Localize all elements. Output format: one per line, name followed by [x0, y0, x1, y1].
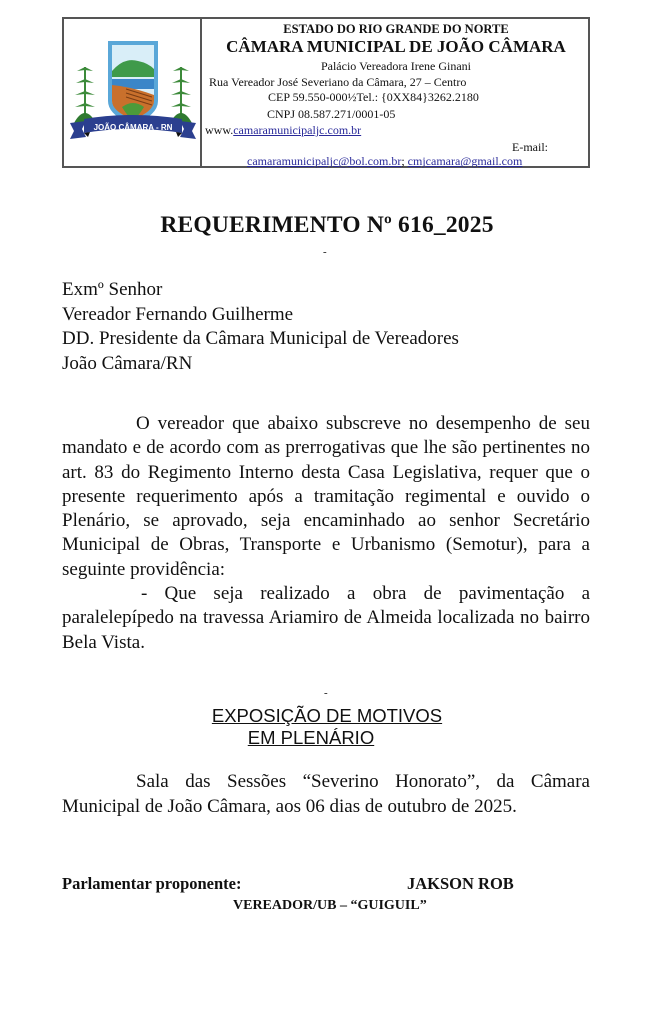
www-prefix: www.: [205, 123, 234, 137]
email-link-gmail[interactable]: cmjcamara@gmail.com: [407, 154, 523, 168]
exposition-line-2: EM PLENÁRIO: [247, 727, 375, 748]
email-label: E-mail:: [512, 140, 548, 154]
addressee-line: DD. Presidente da Câmara Municipal de Vereadores: [62, 328, 459, 349]
addressee-line: Vereador Fernando Guilherme: [62, 303, 294, 325]
cep-phone: CEP 59.550-000½Tel.: {0XX84}3262.2180: [268, 90, 479, 104]
title-dash: -: [323, 246, 327, 258]
email-line: [247, 154, 522, 168]
chamber-name: CÂMARA MUNICIPAL DE JOÃO CÂMARA: [226, 37, 566, 56]
state-name: ESTADO DO RIO GRANDE DO NORTE: [283, 22, 509, 36]
exposition-line-1: EXPOSIÇÃO DE MOTIVOS: [211, 705, 443, 726]
left-plant-icon: [74, 67, 96, 123]
coat-of-arms-logo: [66, 37, 200, 147]
website-line: [205, 123, 361, 137]
palace-name: Palácio Vereadora Irene Ginani: [320, 59, 472, 73]
letterhead-info: [204, 19, 588, 166]
closing-paragraph: Sala das Sessões “Severino Honorato”, da Câmara Municipal de João Câmara, aos 06 dias de outubro de 2025.: [62, 771, 590, 817]
exposition-heading: [0, 705, 654, 749]
signature-name: JAKSON ROB: [407, 874, 514, 893]
letterhead-table: [62, 17, 590, 168]
right-plant-icon: [170, 67, 192, 123]
signature-role: VEREADOR/UB – “GUIGUIL”: [233, 898, 427, 913]
website-link[interactable]: camaramunicipaljc.com.br: [233, 123, 362, 137]
request-item: - Que seja realizado a obra de pavimentação a paralelepípedo na travessa Ariamiro de Almeida localizada no bairro Bela Vista.: [62, 583, 590, 653]
banner-text: JOÃO CÂMARA - RN: [93, 123, 173, 132]
request-body: [62, 412, 590, 655]
document-title: REQUERIMENTO Nº 616_2025: [160, 212, 494, 238]
body-paragraph: O vereador que abaixo subscreve no desempenho de seu mandato e de acordo com as prerrogativas que lhe são pertinentes no art. 83 do Regimento Interno desta Casa Legislativa, requer que o presente requerimento após a tramitação regimental e ouvido o Plenário, se aprovado, seja encaminhado ao senhor Secretário Municipal de Obras, Transporte e Urbanismo (Semotur), para a seguinte providência:: [62, 413, 590, 580]
addressee-block: [62, 278, 459, 376]
banner-ribbon-icon: [70, 115, 196, 139]
exposition-dash: -: [324, 687, 328, 699]
cnpj: CNPJ 08.587.271/0001-05: [267, 107, 396, 121]
closing-block: [62, 770, 590, 819]
shield-icon: [108, 41, 158, 125]
addressee-line: Exmº Senhor: [62, 279, 163, 300]
email-link-bol[interactable]: camaramunicipaljc@bol.com.br: [247, 154, 402, 168]
signature-label: Parlamentar proponente:: [62, 874, 242, 893]
street-address: Rua Vereador José Severiano da Câmara, 27 – Centro: [209, 75, 467, 89]
email-separator: ;: [401, 154, 408, 168]
logo-cell: [64, 19, 202, 166]
addressee-line: João Câmara/RN: [62, 352, 193, 374]
